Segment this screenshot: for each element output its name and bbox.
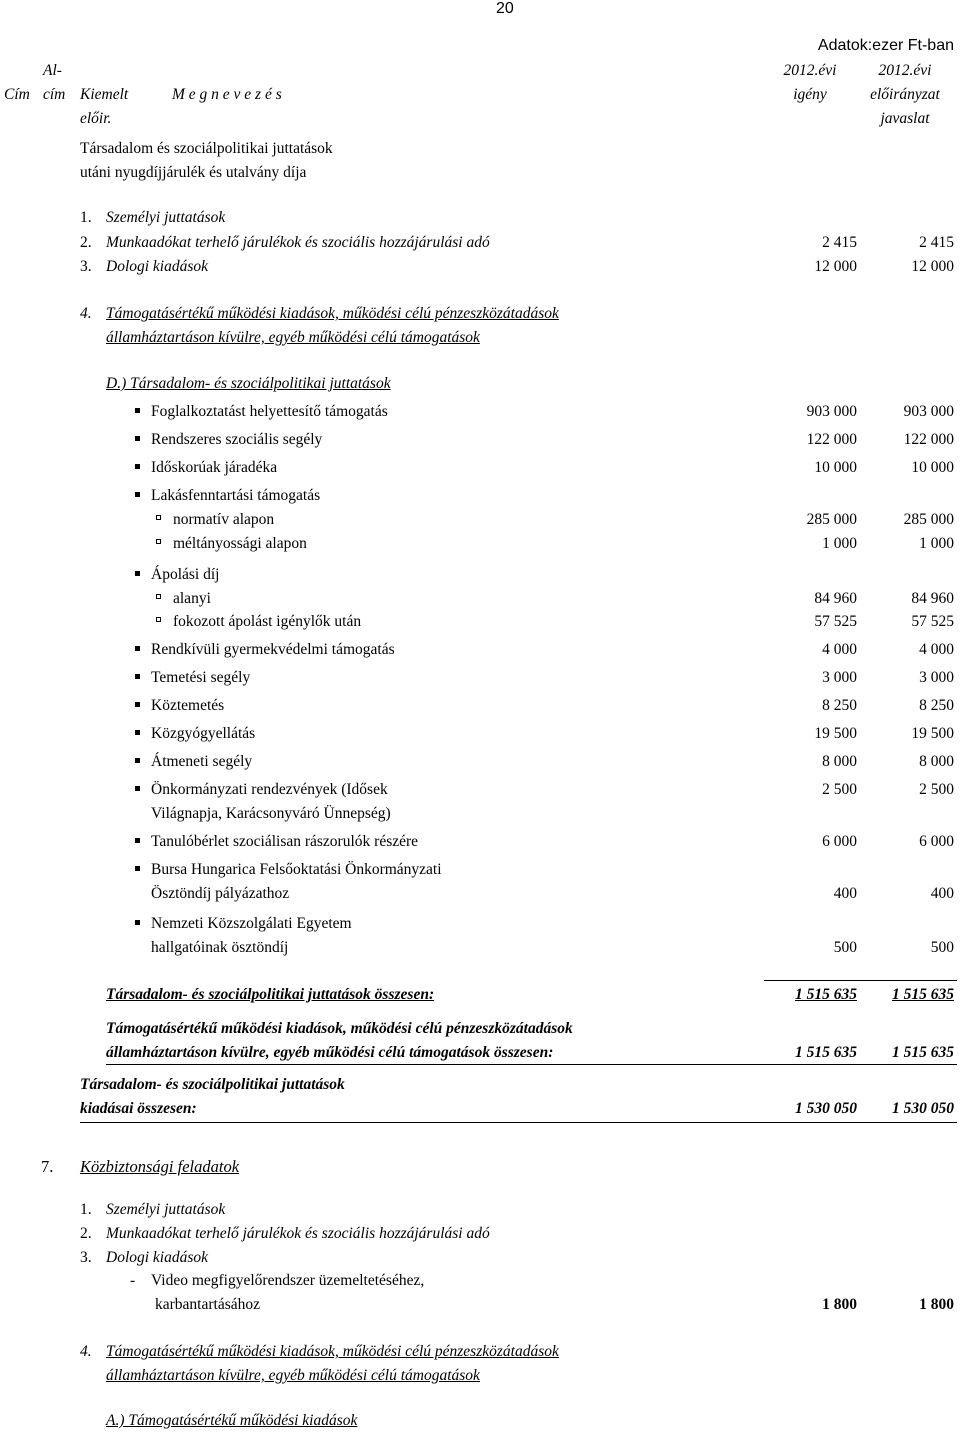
total-tamogatas-line2: államháztartáson kívülre, egyéb működési célú támogatások összesen:: [106, 1044, 554, 1061]
d-heading: D.) Társadalom- és szociálpolitikai juttatások: [106, 375, 391, 392]
total-tamogatas-line1: Támogatásértékű működési kiadások, működési célú pénzeszközátadások: [106, 1020, 573, 1037]
bullet-square-icon: [135, 866, 140, 871]
benefit-eloiranyzat: 57 525: [911, 613, 954, 630]
benefit-eloiranyzat: 400: [930, 885, 954, 902]
header-kiemelt: Kiemelt: [80, 86, 129, 103]
sub-benefit-label: fokozott ápolást igénylők után: [173, 613, 362, 630]
bullet-square-icon: [135, 571, 140, 576]
bullet-square-icon: [135, 702, 140, 707]
s7-video-line1: Video megfigyelőrendszer üzemeltetéséhez,: [151, 1272, 425, 1289]
bullet-square-icon: [135, 838, 140, 843]
section-title-line1: Társadalom és szociálpolitikai juttatások: [80, 140, 333, 157]
section7-num: 7.: [41, 1157, 54, 1176]
s7-video-line2: karbantartásához: [155, 1296, 260, 1313]
item3-igeny: 12 000: [814, 258, 857, 275]
benefit-igeny: 8 000: [822, 753, 857, 770]
benefit-eloiranyzat: 500: [930, 939, 954, 956]
bullet-square-icon: [135, 436, 140, 441]
benefit-igeny: 84 960: [814, 590, 857, 607]
benefit-igeny: 19 500: [814, 725, 857, 742]
s7-item1-label: Személyi juttatások: [106, 1201, 226, 1218]
header-col1-year: 2012.évi: [783, 62, 837, 79]
total-tarsadalom-igeny: 1 515 635: [795, 986, 857, 1003]
benefit-label: Nemzeti Közszolgálati Egyetem: [151, 915, 352, 932]
benefit-label-cont: Ösztöndíj pályázathoz: [151, 885, 290, 902]
s7-item3-label: Dologi kiadások: [106, 1249, 209, 1266]
benefit-eloiranyzat: 10 000: [911, 459, 954, 476]
total-kiadasai-eloiranyzat: 1 530 050: [892, 1100, 954, 1117]
benefit-igeny: 8 250: [822, 697, 857, 714]
benefit-label-cont: Világnapja, Karácsonyváró Ünnepség): [151, 805, 391, 822]
bullet-square-icon: [135, 758, 140, 763]
benefit-eloiranyzat: 19 500: [911, 725, 954, 742]
benefit-igeny: 500: [833, 939, 857, 956]
benefit-label: Rendszeres szociális segély: [151, 431, 323, 448]
total-rule: [80, 1122, 957, 1123]
s7-item4-line2: államháztartáson kívülre, egyéb működési célú támogatások: [106, 1367, 480, 1384]
item2-eloiranyzat: 2 415: [919, 234, 954, 251]
benefit-label: Időskorúak járadéka: [151, 459, 278, 476]
benefit-label: Rendkívüli gyermekvédelmi támogatás: [151, 641, 395, 658]
bullet-square-icon: [135, 674, 140, 679]
header-col2-eloiranyzat: előirányzat: [870, 86, 940, 103]
benefit-label-cont: hallgatóinak ösztöndíj: [151, 939, 289, 956]
benefit-label: Önkormányzati rendezvények (Idősek: [151, 781, 388, 798]
benefit-igeny: 2 500: [822, 781, 857, 798]
benefit-label: Köztemetés: [151, 697, 225, 714]
bullet-open-square-icon: [156, 515, 161, 520]
item3-num: 3.: [80, 258, 92, 275]
header-col1-igeny: igény: [793, 86, 827, 103]
benefit-igeny: 6 000: [822, 833, 857, 850]
page-number: 20: [496, 0, 514, 17]
benefit-igeny: 903 000: [806, 403, 857, 420]
item1-num: 1.: [80, 209, 92, 226]
benefit-eloiranyzat: 8 000: [919, 753, 954, 770]
item4-line1: Támogatásértékű működési kiadások, működési célú pénzeszközátadások: [106, 305, 559, 322]
benefit-eloiranyzat: 4 000: [919, 641, 954, 658]
benefit-label: Temetési segély: [151, 669, 251, 686]
units-note: Adatok:ezer Ft-ban: [817, 37, 954, 54]
s7-item2-label: Munkaadókat terhelő járulékok és szociális hozzájárulási adó: [106, 1225, 490, 1242]
benefit-eloiranyzat: 2 500: [919, 781, 954, 798]
bullet-square-icon: [135, 408, 140, 413]
sub-benefit-label: méltányossági alapon: [173, 535, 307, 552]
benefit-igeny: 122 000: [806, 431, 857, 448]
item1-label: Személyi juttatások: [106, 209, 226, 226]
s7-item2-num: 2.: [80, 1225, 92, 1242]
header-cim: Cím: [4, 86, 30, 103]
benefit-eloiranyzat: 903 000: [903, 403, 954, 420]
benefit-igeny: 3 000: [822, 669, 857, 686]
total-rule: [764, 980, 957, 981]
item2-igeny: 2 415: [822, 234, 857, 251]
s7-item4-num: 4.: [80, 1343, 92, 1360]
item3-eloiranyzat: 12 000: [911, 258, 954, 275]
item3-label: Dologi kiadások: [106, 258, 209, 275]
header-megnevezes: M e g n e v e z é s: [172, 86, 282, 103]
benefit-igeny: 1 000: [822, 535, 857, 552]
bullet-open-square-icon: [156, 594, 161, 599]
bullet-open-square-icon: [156, 539, 161, 544]
benefit-eloiranyzat: 3 000: [919, 669, 954, 686]
header-al: Al-: [43, 62, 62, 79]
header-kiemelt-eloir: előir.: [80, 110, 112, 127]
bullet-square-icon: [135, 646, 140, 651]
header-col2-year: 2012.évi: [878, 62, 932, 79]
benefit-eloiranyzat: 1 000: [919, 535, 954, 552]
s7-video-igeny: 1 800: [822, 1296, 857, 1313]
benefit-eloiranyzat: 285 000: [903, 511, 954, 528]
s7-video-dash: -: [130, 1272, 136, 1289]
total-kiadasai-igeny: 1 530 050: [795, 1100, 857, 1117]
benefit-igeny: 4 000: [822, 641, 857, 658]
bullet-square-icon: [135, 920, 140, 925]
sub-benefit-label: normatív alapon: [173, 511, 275, 528]
bullet-square-icon: [135, 464, 140, 469]
section7-title: Közbiztonsági feladatok: [80, 1157, 240, 1176]
benefit-igeny: 10 000: [814, 459, 857, 476]
benefit-label: Ápolási díj: [151, 566, 220, 583]
benefit-igeny: 285 000: [806, 511, 857, 528]
total-rule: [106, 1064, 957, 1065]
s7-item1-num: 1.: [80, 1201, 92, 1218]
benefit-label: Tanulóbérlet szociálisan rászorulók részére: [151, 833, 419, 850]
header-col2-javaslat: javaslat: [880, 110, 930, 127]
bullet-square-icon: [135, 786, 140, 791]
benefit-igeny: 400: [833, 885, 857, 902]
total-kiadasai-line2: kiadásai összesen:: [80, 1100, 197, 1117]
bullet-open-square-icon: [156, 617, 161, 622]
benefit-eloiranyzat: 8 250: [919, 697, 954, 714]
benefit-igeny: 57 525: [814, 613, 857, 630]
s7-a-heading: A.) Támogatásértékű működési kiadások: [106, 1412, 358, 1429]
benefit-label: Átmeneti segély: [151, 753, 253, 770]
s7-item4-line1: Támogatásértékű működési kiadások, működési célú pénzeszközátadások: [106, 1343, 559, 1360]
total-tamogatas-eloiranyzat: 1 515 635: [892, 1044, 954, 1061]
s7-item3-num: 3.: [80, 1249, 92, 1266]
item4-line2: államháztartáson kívülre, egyéb működési célú támogatások: [106, 329, 480, 346]
total-tarsadalom-label: Társadalom- és szociálpolitikai juttatások összesen:: [106, 986, 435, 1003]
total-kiadasai-line1: Társadalom- és szociálpolitikai juttatások: [80, 1076, 345, 1093]
benefit-eloiranyzat: 84 960: [911, 590, 954, 607]
total-tamogatas-igeny: 1 515 635: [795, 1044, 857, 1061]
benefit-label: Közgyógyellátás: [151, 725, 256, 742]
bullet-square-icon: [135, 492, 140, 497]
section-title-line2: utáni nyugdíjjárulék és utalvány díja: [80, 164, 307, 181]
benefit-label: Bursa Hungarica Felsőoktatási Önkormányzati: [151, 861, 442, 878]
sub-benefit-label: alanyi: [173, 590, 211, 607]
total-tarsadalom-eloiranyzat: 1 515 635: [892, 986, 954, 1003]
item2-num: 2.: [80, 234, 92, 251]
header-alcim: cím: [43, 86, 66, 103]
benefit-eloiranyzat: 6 000: [919, 833, 954, 850]
benefit-label: Lakásfenntartási támogatás: [151, 487, 321, 504]
benefit-eloiranyzat: 122 000: [903, 431, 954, 448]
item2-label: Munkaadókat terhelő járulékok és szociális hozzájárulási adó: [106, 234, 490, 251]
item4-num: 4.: [80, 305, 92, 322]
s7-video-eloiranyzat: 1 800: [919, 1296, 954, 1313]
benefit-label: Foglalkoztatást helyettesítő támogatás: [151, 403, 388, 420]
bullet-square-icon: [135, 730, 140, 735]
